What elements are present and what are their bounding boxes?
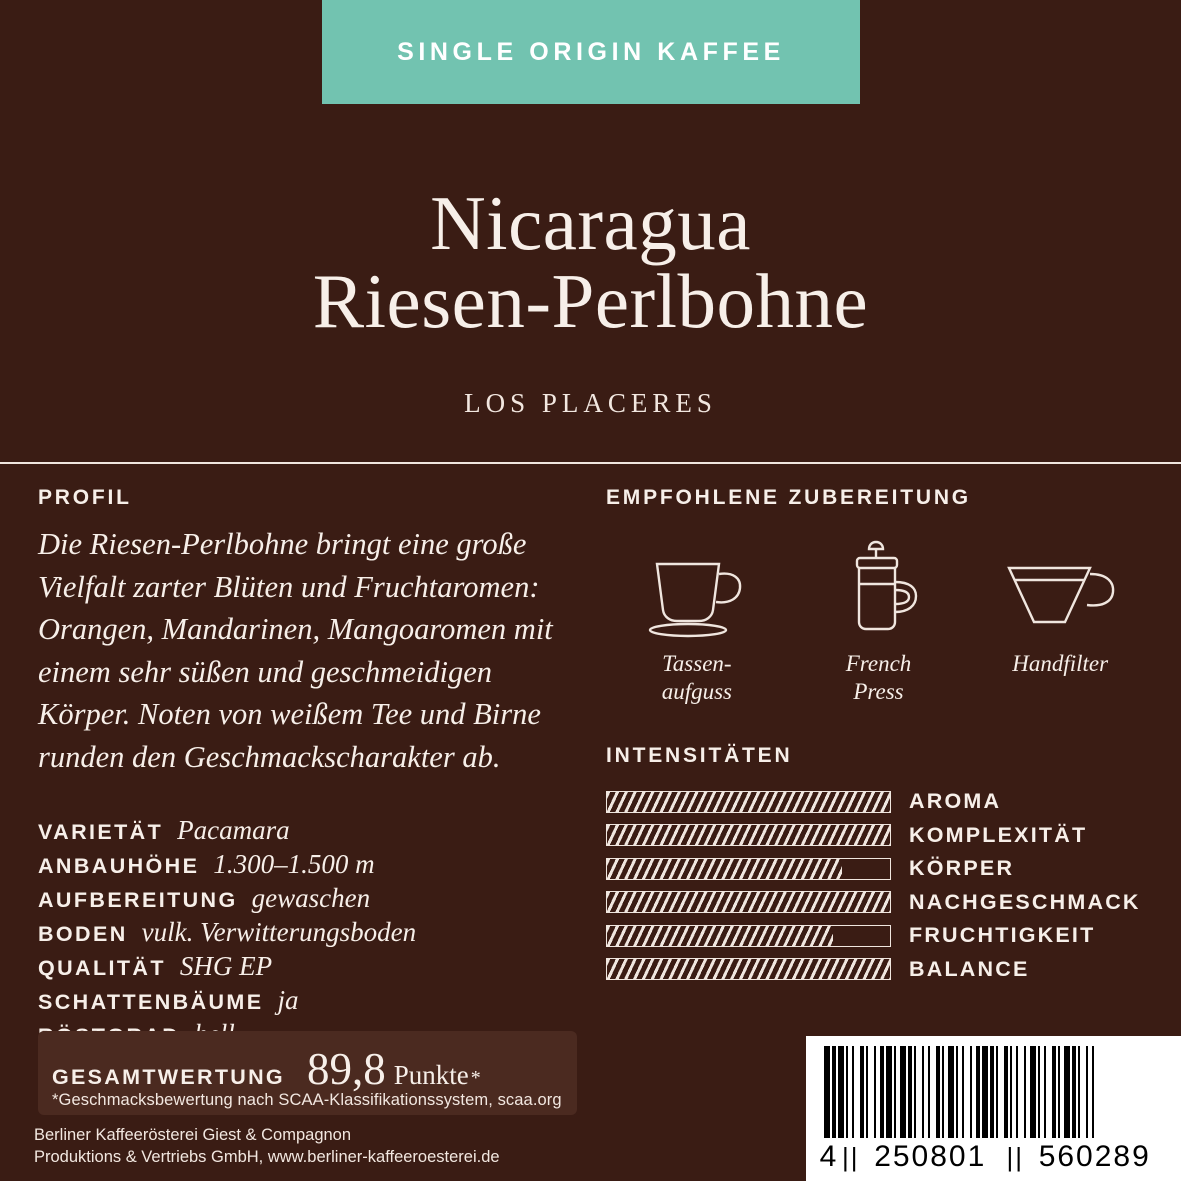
spec-value: 1.300–1.500 m bbox=[213, 849, 375, 879]
intensity-bar-track bbox=[606, 791, 891, 813]
score-label: GESAMTWERTUNG bbox=[52, 1065, 285, 1089]
profile-heading: PROFIL bbox=[38, 486, 132, 509]
spec-value: vulk. Verwitterungsboden bbox=[141, 917, 417, 947]
imprint-block bbox=[34, 1124, 500, 1168]
brewing-caption-line1: Handfilter bbox=[1012, 651, 1109, 676]
spec-label: SCHATTENBÄUME bbox=[38, 990, 264, 1014]
intensity-label: AROMA bbox=[909, 789, 1002, 814]
score-unit: Punkte bbox=[393, 1060, 469, 1090]
intensity-row bbox=[606, 886, 1151, 920]
brewing-heading: EMPFOHLENE ZUBEREITUNG bbox=[606, 486, 971, 509]
brewing-caption-line2: Press bbox=[853, 679, 904, 704]
barcode-right-group: 560289 bbox=[1038, 1140, 1151, 1173]
spec-label: QUALITÄT bbox=[38, 956, 166, 980]
overall-score-box bbox=[38, 1031, 577, 1115]
intensity-label: BALANCE bbox=[909, 956, 1030, 981]
intensity-row bbox=[606, 785, 1151, 819]
product-title-line1: Nicaragua bbox=[430, 180, 751, 266]
single-origin-banner bbox=[322, 0, 860, 104]
score-line bbox=[52, 1043, 481, 1095]
barcode-separator: || bbox=[1006, 1142, 1025, 1172]
brewing-method-item bbox=[788, 538, 970, 706]
intensity-label: KOMPLEXITÄT bbox=[909, 822, 1088, 847]
spec-label: ANBAUHÖHE bbox=[38, 854, 200, 878]
barcode bbox=[806, 1036, 1181, 1181]
brewing-caption-line1: French bbox=[845, 651, 912, 676]
score-footnote: *Geschmacksbewertung nach SCAA-Klassifikationssystem, scaa.org bbox=[52, 1091, 562, 1109]
product-title-line2: Riesen-Perlbohne bbox=[312, 258, 869, 344]
spec-value: Pacamara bbox=[177, 815, 290, 845]
intensity-bars bbox=[606, 785, 1151, 986]
intensity-label: KÖRPER bbox=[909, 856, 1015, 881]
spec-row bbox=[38, 883, 583, 917]
banner-label: SINGLE ORIGIN KAFFEE bbox=[397, 37, 785, 66]
pour-over-dripper-icon bbox=[969, 538, 1151, 638]
intensity-bar-track bbox=[606, 925, 891, 947]
spec-row bbox=[38, 985, 583, 1019]
brewing-method-caption bbox=[788, 650, 970, 706]
intensity-bar-fill bbox=[607, 825, 890, 845]
spec-value: SHG EP bbox=[179, 951, 273, 981]
barcode-digits bbox=[816, 1140, 1171, 1174]
profile-description: Die Riesen-Perlbohne bringt eine große Vielfalt zarter Blüten und Fruchtaromen: Orangen, Mandarinen, Mangoaromen mit einem sehr süßen und geschmeidigen Körper. Noten von weißem Tee und Birne runden den Geschmackscharakter ab. bbox=[38, 527, 553, 774]
spec-label: VARIETÄT bbox=[38, 820, 164, 844]
intensity-bar-track bbox=[606, 858, 891, 880]
intensity-bar-fill bbox=[607, 792, 890, 812]
barcode-first-digit: 4 bbox=[819, 1140, 839, 1173]
spec-value: ja bbox=[277, 985, 299, 1015]
intensity-label: FRUCHTIGKEIT bbox=[909, 923, 1096, 948]
intensities-heading: INTENSITÄTEN bbox=[606, 744, 793, 767]
barcode-left-group: 250801 bbox=[874, 1140, 987, 1173]
product-subtitle: LOS PLACERES bbox=[464, 388, 717, 418]
intensity-row bbox=[606, 953, 1151, 987]
page-title bbox=[0, 180, 1181, 344]
spec-row bbox=[38, 815, 583, 849]
intensity-label: NACHGESCHMACK bbox=[909, 889, 1141, 914]
intensity-bar-fill bbox=[607, 926, 833, 946]
intensity-row bbox=[606, 819, 1151, 853]
score-value: 89,8 bbox=[306, 1044, 386, 1094]
intensity-bar-fill bbox=[607, 859, 842, 879]
spec-label: BODEN bbox=[38, 922, 128, 946]
barcode-separator: || bbox=[842, 1142, 860, 1172]
spec-row bbox=[38, 917, 583, 951]
brewing-caption-line2: aufguss bbox=[661, 679, 732, 704]
intensity-bar-track bbox=[606, 824, 891, 846]
intensity-row bbox=[606, 919, 1151, 953]
coffee-cup-icon bbox=[606, 538, 788, 638]
intensity-bar-fill bbox=[607, 959, 890, 979]
spec-row bbox=[38, 951, 583, 985]
spec-row bbox=[38, 849, 583, 883]
imprint-line1: Berliner Kaffeerösterei Giest & Compagnon bbox=[34, 1126, 352, 1144]
brewing-method-caption bbox=[606, 650, 788, 706]
brewing-method-item bbox=[606, 538, 788, 706]
intensity-bar-fill bbox=[607, 892, 890, 912]
brewing-method-caption bbox=[969, 650, 1151, 678]
spec-value: gewaschen bbox=[251, 883, 371, 913]
brewing-column bbox=[606, 486, 1151, 986]
score-footnote-marker: * bbox=[470, 1067, 481, 1089]
spec-list bbox=[38, 815, 583, 1053]
spec-label: AUFBEREITUNG bbox=[38, 888, 238, 912]
intensity-bar-track bbox=[606, 958, 891, 980]
barcode-bars bbox=[824, 1046, 1164, 1138]
brewing-methods bbox=[606, 538, 1151, 706]
intensity-bar-track bbox=[606, 891, 891, 913]
french-press-icon bbox=[788, 538, 970, 638]
brewing-method-item bbox=[969, 538, 1151, 706]
product-header bbox=[0, 104, 1181, 462]
intensity-row bbox=[606, 852, 1151, 886]
profile-column bbox=[38, 486, 583, 1053]
brewing-caption-line1: Tassen- bbox=[662, 651, 732, 676]
imprint-line2: Produktions & Vertriebs GmbH, www.berliner-kaffeeroesterei.de bbox=[34, 1148, 500, 1166]
header-divider bbox=[0, 462, 1181, 464]
